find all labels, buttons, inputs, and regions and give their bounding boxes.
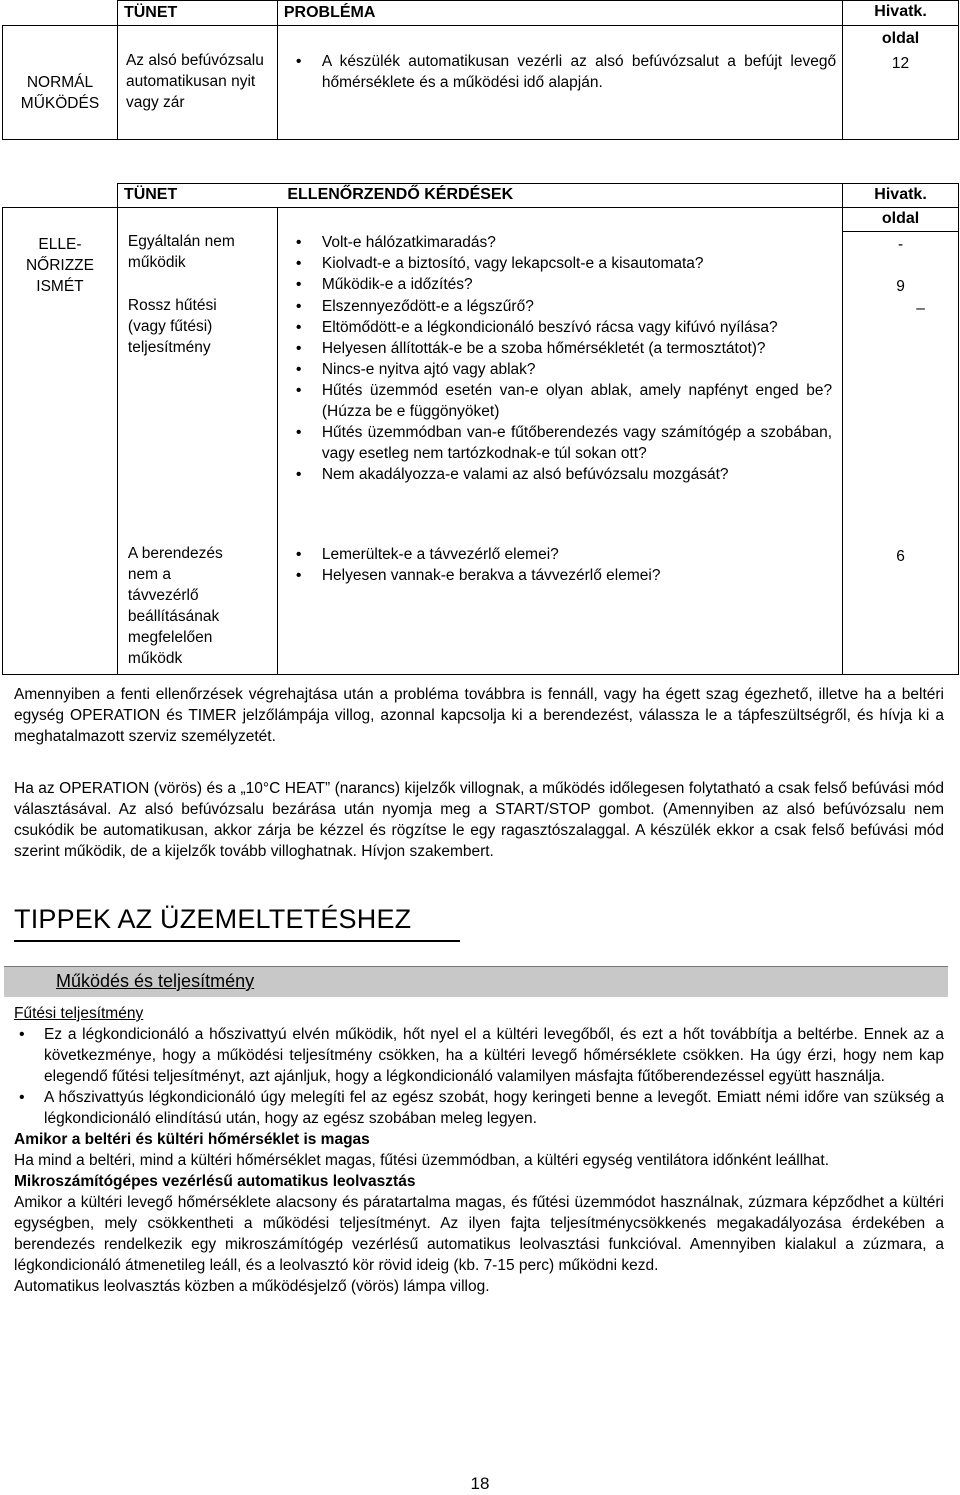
table1-problem-item: • A készülék automatikusan vezérli az alsó befúvózsalut a befújt levegő hőmérséklete és a működési idő alapján. [322,51,836,93]
table2-header-symptom: TÜNET [117,184,277,208]
question-item: • Eltömődött-e a légkondicionáló beszívó rácsa vagy kifúvó nyílása? [322,317,832,338]
section-banner-title: Működés és teljesítmény [56,971,255,991]
question-item: • Nincs-e nyitva ajtó vagy ablak? [322,359,832,380]
table2-header-ref-line2: oldal [843,208,959,232]
question-item: • Helyesen vannak-e berakva a távvezérlő elemei? [322,565,832,586]
heating-title: Fűtési teljesítmény [14,1005,144,1022]
question-item: • Elszennyeződött-e a légszűrő? [322,296,832,317]
table1-ref-cell [843,26,959,140]
table2-corner [3,184,118,208]
heating-bullets [14,1024,944,1129]
section-banner [4,966,948,997]
defrost-note: Automatikus leolvasztás közben a működésjelző (vörös) lámpa villog. [14,1278,490,1295]
question-item: • Kiolvadt-e a biztosító, vagy lekapcsolt-e a kisautomata? [322,253,832,274]
question-item: • Nem akadályozza-e valami az alsó befúvózsalu mozgását? [322,464,832,485]
hot-text: Ha mind a beltéri, mind a kültéri hőmérséklet magas, fűtési üzemmódban, a kültéri egység ventilátora időnként leállhat. [14,1152,830,1169]
table1-header-ref-line2: oldal [881,30,920,47]
table1-symptom-text: Az alsó befúvózsalu automatikusan nyit vagy zár [125,52,264,111]
table2-ref-1c: 9 [896,278,905,295]
question-item: • Hűtés üzemmód esetén van-e olyan ablak, amely napfényt enged be? (Húzza be e függönyöket) [322,380,832,422]
table1-header-ref [843,1,959,26]
troubleshooting-table [2,183,959,675]
table2-ref-1: - [897,236,904,253]
table1-page-ref: 12 [891,55,910,72]
question-item: • Lemerültek-e a távvezérlő elemei? [322,544,832,565]
table1-symptom [117,26,277,140]
question-item: • Hűtés üzemmódban van-e fűtőberendezés vagy számítógép a szobában, vagy esetleg nem tartózkodnak-e túl sokan ott? [322,422,832,464]
table2-ref-3: 6 [896,548,905,565]
table2-section-line2: NŐRIZZE [25,257,94,274]
table1-corner [3,1,118,26]
error-paragraph: Ha az OPERATION (vörös) és a „10°C HEAT” (narancs) kijelzők villognak, a működés időlegesen folytatható a csak felső befúvási mód választásával. Az alsó befúvózsalu bezárása után nyomja meg a START/STOP gombot. (Amennyiben az alsó befúvózsalu nem csukódik be automatikusan, akkor zárja be kézzel és rögzítse le egy ragasztószalaggal. A készülék ekkor a csak felső befúvási mód szerint működik, de a kijelzők tovább villoghatnak. Hívjon szakembert. [14,780,944,860]
defrost-text: Amikor a kültéri levegő hőmérséklete alacsony és páratartalma magas, és fűtési üzemmódot használnak, zúzmara képződhet a kültéri egységben, mely csökkentheti a működési teljesítményt. Az ilyen fajta teljesítménycsökkenés megakadályozása érdekében a berendezés rendelkezik egy mikroszámítógép vezérlésű automatikus leolvasztási funkcióval. Amennyiben kialakul a zúzmara, a légkondicionáló átmenetileg leáll, és a leolvasztó kör rövid ideig (kb. 7-15 perc) működni kezd. [14,1194,944,1274]
table2-questions-cell [277,208,842,675]
warning-paragraph: Amennyiben a fenti ellenőrzések végrehajtása után a probléma továbbra is fennáll, vagy ha égett szag égezhető, illetve ha a beltéri egység OPERATION és TIMER jelzőlámpája villog, azonnal kapcsolja ki a berendezést, válassza le a tápfeszültségről, és hívja ki a meghatalmazott szerviz személyzetét. [14,686,944,745]
table2-symptom-1: Egyáltalán nem működik [127,233,235,271]
table2-ref-2: – [916,300,925,317]
table2-refs-cell [843,232,959,675]
tips-heading: TIPPEK AZ ÜZEMELTETÉSHEZ [14,904,412,934]
table1-section-line1: NORMÁL [26,74,94,91]
table1-section-line2: MŰKÖDÉS [20,95,100,112]
table1-problem [277,26,842,140]
tips-heading-underline [14,940,460,942]
question-item: • Volt-e hálózatkimaradás? [322,232,832,253]
table2-symptom-2: Rossz hűtési (vagy fűtési) teljesítmény [127,297,217,356]
table2-symptom-3: A berendezés nem a távvezérlő beállításának megfelelően működk [127,545,223,667]
hot-title: Amikor a beltéri és kültéri hőmérséklet is magas [14,1131,370,1148]
defrost-title: Mikroszámítógépes vezérlésű automatikus leolvasztás [14,1173,416,1190]
table1-header-symptom: TÜNET [117,1,277,26]
table2-questions-group-2 [284,296,832,544]
table2-header-ref: Hivatk. [843,184,959,208]
heating-bullet: • A hőszivattyús légkondicionáló úgy melegíti fel az egész szobát, hogy keringeti benne a levegőt. Emiatt némi időre van szükség a légkondicionáló elindítású után, hogy az egész szobában meleg legyen. [44,1087,944,1129]
heating-section [14,1003,944,1297]
heating-bullet: • Ez a légkondicionáló a hőszivattyú elvén működik, hőt nyel el a kültéri levegőből, és ezt a hőt továbbítja a beltérbe. Ennek az a következménye, hogy a működési teljesítmény csökken, ha a kültéri levegő hőmérséklete csökken. Ha úgy érzi, hogy nem kap elegendő fűtési teljesítményt, azt ajánljuk, hogy a légkondicionáló valamilyen másfajta fűtőberendezéssel együtt használja. [44,1024,944,1087]
table2-questions-group-3 [284,544,832,586]
table2-questions-group-1 [284,232,832,296]
table2-symptoms-cell [117,208,277,675]
table2-section-line1: ELLE- [38,236,82,253]
table2-section-line3: ISMÉT [36,278,84,295]
table1-header-problem: PROBLÉMA [277,1,842,26]
table2-section-label [3,208,118,675]
table2-header-questions: ELLENŐRZENDŐ KÉRDÉSEK [277,184,842,208]
page-number: 18 [470,1474,490,1493]
question-item: • Működik-e a időzítés? [322,274,832,295]
normal-operation-table [2,0,959,140]
question-item: • Helyesen állították-e be a szoba hőmérsékletét (a termosztátot)? [322,338,832,359]
table1-header-ref-line1: Hivatk. [874,3,927,20]
table1-section-label [3,26,118,140]
table2-ref-1b [849,255,952,276]
